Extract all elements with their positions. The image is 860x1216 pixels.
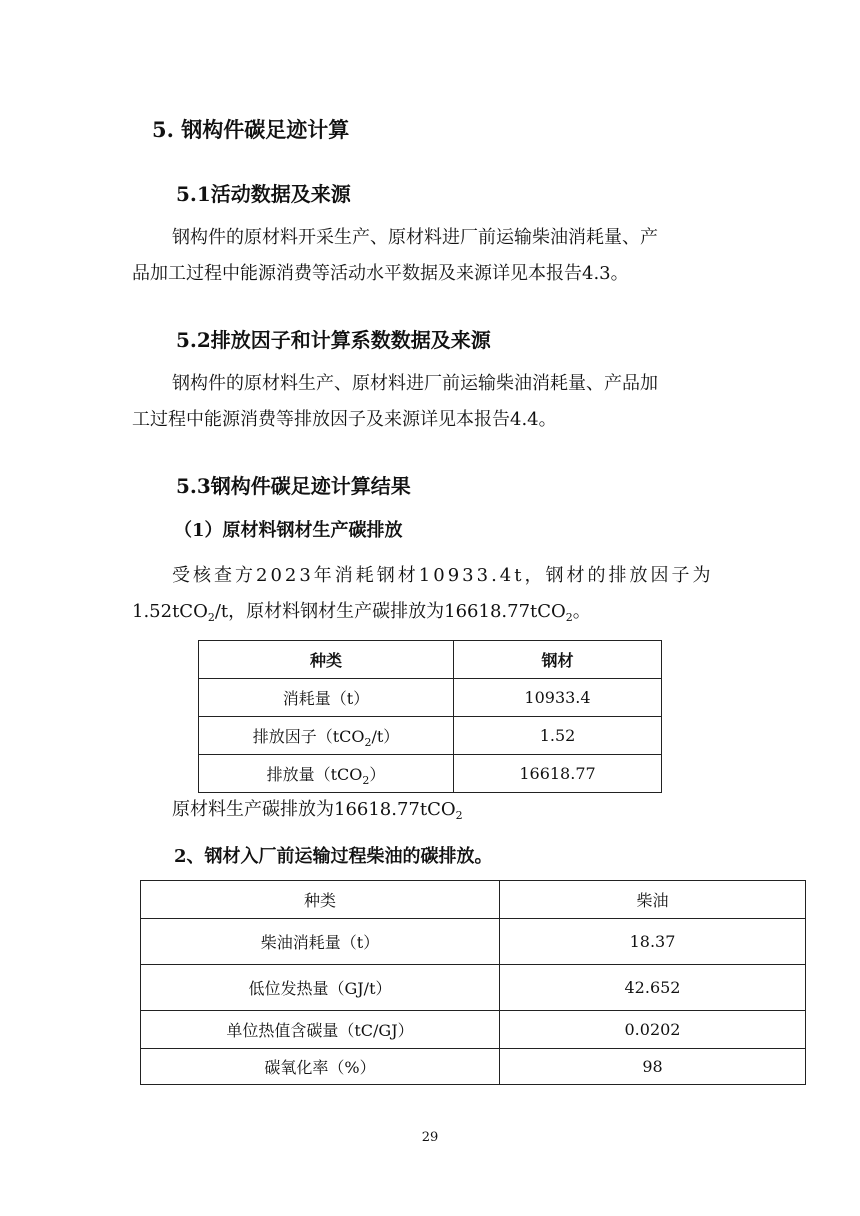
paragraph-5-2 xyxy=(132,366,658,438)
table-header-row xyxy=(199,641,662,679)
heading-5-2: 5.2排放因子和计算系数数据及来源 xyxy=(176,328,491,352)
page-number: 29 xyxy=(421,1130,439,1145)
table-cell-label: 消耗量（t） xyxy=(199,679,454,717)
diesel-table xyxy=(140,880,806,1085)
table-cell-value: 0.0202 xyxy=(500,1011,806,1049)
table-row xyxy=(141,919,806,965)
table-row xyxy=(199,679,662,717)
table-header: 种类 xyxy=(141,881,500,919)
paragraph-5-3-line2 xyxy=(132,594,713,632)
table-cell-label: 低位发热量（GJ/t） xyxy=(141,965,500,1011)
paragraph-5-1-line1: 钢构件的原材料开采生产、原材料进厂前运输柴油消耗量、产 xyxy=(172,227,658,248)
text-fragment: 原材料生产碳排放为16618.77tCO xyxy=(172,799,456,820)
heading-5-1: 5.1活动数据及来源 xyxy=(176,182,351,206)
table-header: 种类 xyxy=(199,641,454,679)
subscript: 2 xyxy=(207,611,215,624)
subscript: 2 xyxy=(364,736,372,749)
table-row xyxy=(141,1049,806,1085)
table-cell-value: 18.37 xyxy=(500,919,806,965)
table-cell-label: 柴油消耗量（t） xyxy=(141,919,500,965)
table-cell-value: 16618.77 xyxy=(454,755,662,793)
subheading-transport: 2、钢材入厂前运输过程柴油的碳排放。 xyxy=(174,846,493,867)
text-fragment: 1.52tCO xyxy=(132,601,208,622)
text-fragment: ） xyxy=(369,765,386,784)
text-fragment: 排放因子（tCO xyxy=(252,727,365,746)
table-header: 柴油 xyxy=(500,881,806,919)
table-cell-value: 10933.4 xyxy=(454,679,662,717)
raw-material-summary xyxy=(172,792,463,830)
table-row xyxy=(199,755,662,793)
table-cell-label: 单位热值含碳量（tC/GJ） xyxy=(141,1011,500,1049)
table-cell-label xyxy=(199,755,454,793)
paragraph-5-2-line2: 工过程中能源消费等排放因子及来源详见本报告4.4。 xyxy=(132,409,557,430)
text-fragment: 。 xyxy=(572,601,591,622)
table-cell-label: 碳氧化率（%） xyxy=(141,1049,500,1085)
table-cell-label xyxy=(199,717,454,755)
table-cell-value: 1.52 xyxy=(454,717,662,755)
paragraph-5-2-line1: 钢构件的原材料生产、原材料进厂前运输柴油消耗量、产品加 xyxy=(172,373,658,394)
text-fragment: 排放量（tCO xyxy=(266,765,363,784)
section-title: 5. 钢构件碳足迹计算 xyxy=(152,117,350,142)
paragraph-5-3-line1: 受核查方2023年消耗钢材10933.4t，钢材的排放因子为 xyxy=(172,565,714,586)
table-header: 钢材 xyxy=(454,641,662,679)
paragraph-5-1 xyxy=(132,220,658,292)
table-row xyxy=(141,965,806,1011)
text-fragment: /t，原材料钢材生产碳排放为16618.77tCO xyxy=(214,601,566,622)
heading-5-3: 5.3钢构件碳足迹计算结果 xyxy=(176,474,411,498)
paragraph-5-3 xyxy=(132,558,713,632)
table-row xyxy=(199,717,662,755)
steel-emission-table xyxy=(198,640,662,793)
text-fragment: /t） xyxy=(371,727,400,746)
table-cell-value: 42.652 xyxy=(500,965,806,1011)
table-row xyxy=(141,1011,806,1049)
subscript: 2 xyxy=(455,809,463,822)
subheading-raw-material: （1）原材料钢材生产碳排放 xyxy=(174,520,403,541)
subscript: 2 xyxy=(565,611,573,624)
subscript: 2 xyxy=(362,774,370,787)
table-cell-value: 98 xyxy=(500,1049,806,1085)
paragraph-5-1-line2: 品加工过程中能源消费等活动水平数据及来源详见本报告4.3。 xyxy=(132,263,629,284)
table-header-row xyxy=(141,881,806,919)
